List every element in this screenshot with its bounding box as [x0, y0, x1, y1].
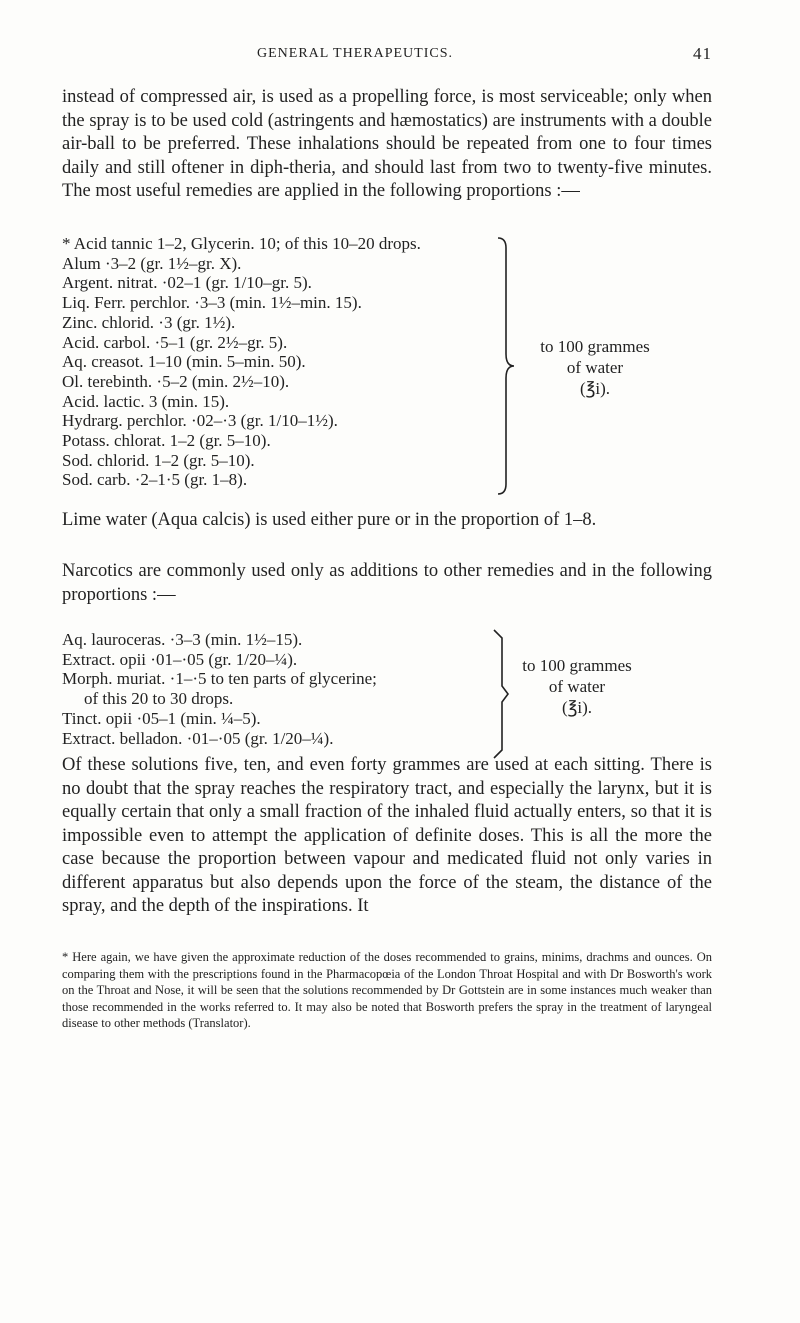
brace-note-line: to 100 grammes: [540, 337, 650, 356]
running-title: GENERAL THERAPEUTICS.: [257, 46, 453, 61]
remedy-item: Zinc. chlorid. ·3 (gr. 1½).: [62, 312, 236, 332]
remedies-list-2: [62, 630, 482, 748]
narcotics-paragraph: Narcotics are commonly used only as additions to other remedies and in the following proportions :—: [62, 561, 712, 605]
brace-note-2: [508, 655, 646, 718]
remedy-item: Acid. carbol. ·5–1 (gr. 2½–gr. 5).: [62, 332, 288, 352]
translator-footnote: * Here again, we have given the approximate reduction of the doses recommended to grains, minims, drachms and ounces. On comparing them with the prescriptions found in the Pharmacopœia of the London Throat Hospital and with Dr Bosworth's work on the Throat and Nose, it will be seen that the solutions recommended by Dr Gottstein are in some instances much weaker than those recommended in the works referred to. It may also be noted that Bosworth prefers the spray in the treatment of laryngeal disease to other methods (Translator).: [62, 950, 712, 1031]
remedy-item: Morph. muriat. ·1–·5 to ten parts of glycerine;: [62, 669, 377, 689]
page-number: 41: [693, 44, 712, 63]
remedy-item: Aq. lauroceras. ·3–3 (min. 1½–15).: [62, 630, 303, 649]
remedy-item: Alum ·3–2 (gr. 1½–gr. X).: [62, 253, 242, 273]
closing-paragraph: Of these solutions five, ten, and even forty grammes are used at each sitting. There is no doubt that the spray reaches the respiratory tract, and especially the larynx, but it is equally certain that only a small fraction of the inhaled fluid actually enters, so that it is impossible even to attempt the application of definite doses. This is all the more the case because the proportion between vapour and medicated fluid not only varies in different apparatus but also depends upon the force of the steam, the distance of the spray, and the depth of the inspirations. It: [62, 755, 712, 916]
remedy-item: Sod. chlorid. 1–2 (gr. 5–10).: [62, 450, 255, 470]
brace-note-line: (℥i).: [579, 379, 611, 398]
remedy-item: Sod. carb. ·2–1·5 (gr. 1–8).: [62, 470, 248, 490]
remedy-item: * Acid tannic 1–2, Glycerin. 10; of this 10–20 drops.: [62, 234, 421, 253]
remedy-item: Extract. belladon. ·01–·05 (gr. 1/20–¼).: [62, 728, 334, 748]
remedy-item: Hydrarg. perchlor. ·02–·3 (gr. 1/10–1½).: [62, 411, 338, 431]
remedy-item: Potass. chlorat. 1–2 (gr. 5–10).: [62, 431, 271, 451]
brace-note-line: of water: [566, 358, 624, 377]
remedy-item: Argent. nitrat. ·02–1 (gr. 1/10–gr. 5).: [62, 273, 312, 293]
brace-note-line: of water: [548, 677, 606, 696]
remedies-list-1: [62, 234, 482, 490]
remedy-item: Liq. Ferr. perchlor. ·3–3 (min. 1½–min. 15).: [62, 293, 362, 313]
intro-paragraph: instead of compressed air, is used as a propelling force, is most serviceable; only when the spray is to be used cold (astringents and hæmostatics) are instruments with a double air-ball to be preferred. These inhalations should be repeated from one to four times daily and still oftener in diph-theria, and should last from two to twenty-five minutes. The most useful remedies are applied in the following proportions :—: [62, 87, 712, 201]
remedy-item: Acid. lactic. 3 (min. 15).: [62, 391, 230, 411]
brace-note-line: (℥i).: [561, 698, 593, 717]
remedy-item: Aq. creasot. 1–10 (min. 5–min. 50).: [62, 352, 306, 372]
brace-note-1: [512, 336, 678, 399]
lime-water-paragraph: Lime water (Aqua calcis) is used either pure or in the proportion of 1–8.: [62, 510, 597, 530]
brace-note-line: to 100 grammes: [522, 656, 632, 675]
remedy-item: Ol. terebinth. ·5–2 (min. 2½–10).: [62, 371, 290, 391]
remedy-item: Extract. opii ·01–·05 (gr. 1/20–¼).: [62, 649, 298, 669]
remedy-item: Tinct. opii ·05–1 (min. ¼–5).: [62, 708, 261, 728]
remedy-item: of this 20 to 30 drops.: [84, 689, 234, 709]
